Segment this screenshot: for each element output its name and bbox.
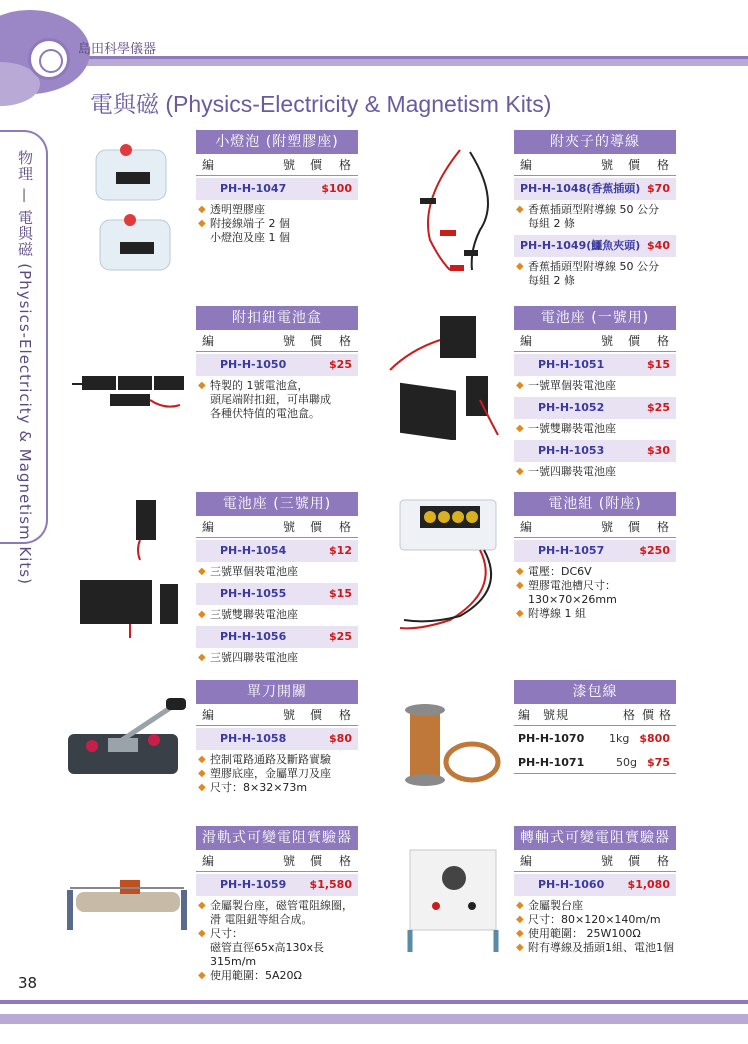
company-name: 島田科學儀器 xyxy=(78,42,157,57)
product-snap-battery xyxy=(196,306,358,423)
column-header: 編 號 價 格 xyxy=(514,330,676,352)
product-knife-switch xyxy=(196,680,358,797)
page-number: 38 xyxy=(18,974,38,992)
side-label: 物理 — 電與磁 (Physics-Electricity & Magnetism Kits) xyxy=(16,150,34,585)
price-row: PH-H-1052 $25 xyxy=(514,397,676,419)
product-title: 單刀開關 xyxy=(196,680,358,704)
product-title: 漆包線 xyxy=(514,680,676,704)
rotary-rheostat-image xyxy=(400,840,510,960)
price-row: PH-H-1048(香蕉插頭) $70 xyxy=(514,178,676,200)
column-header: 編 號 規 格 價 格 xyxy=(514,704,676,726)
price-row: PH-H-1058 $80 xyxy=(196,728,358,750)
header-band-line xyxy=(70,56,748,59)
price-row: PH-H-1051 $15 xyxy=(514,354,676,376)
product-description: ◆ 三號四聯裝電池座 xyxy=(196,648,358,667)
product-title: 電池座 (一號用) xyxy=(514,306,676,330)
d-battery-holder-image xyxy=(380,310,500,440)
price-row: PH-H-1049(鱷魚夾頭) $40 xyxy=(514,235,676,257)
product-battery-pack xyxy=(514,492,676,623)
product-title: 小燈泡 (附塑膠座) xyxy=(196,130,358,154)
battery-pack-image xyxy=(390,490,510,640)
product-description: ◆ 一號四聯裝電池座 xyxy=(514,462,676,481)
product-title: 轉軸式可變電阻實驗器 xyxy=(514,826,676,850)
column-header: 編 號 價 格 xyxy=(196,850,358,872)
product-description: ◆ 一號單個裝電池座 xyxy=(514,376,676,395)
column-header: 編 號 價 格 xyxy=(196,330,358,352)
product-title: 滑軌式可變電阻實驗器 xyxy=(196,826,358,850)
column-header: 編 號 價 格 xyxy=(196,154,358,176)
product-title: 電池組 (附座) xyxy=(514,492,676,516)
product-description: ◆ 三號雙聯裝電池座 xyxy=(196,605,358,624)
product-description: ◆ 香蕉插頭型附導線 50 公分 每組 2 條 xyxy=(514,200,676,233)
price-row: PH-H-1050 $25 xyxy=(196,354,358,376)
footer-line xyxy=(0,1000,748,1004)
price-row: PH-H-1055 $15 xyxy=(196,583,358,605)
knife-switch-image xyxy=(62,690,192,790)
footer-band xyxy=(0,1014,748,1024)
slide-rheostat-image xyxy=(62,860,192,960)
price-row: PH-H-1060 $1,080 xyxy=(514,874,676,896)
product-description: ◆ 金屬製台座 ◆ 尺寸：80×120×140m/m ◆ 使用範圍： 25W100Ω ◆ 附有導線及插頭1組、電池1個 xyxy=(514,896,676,957)
product-description: ◆ 三號單個裝電池座 xyxy=(196,562,358,581)
product-title: 電池座 (三號用) xyxy=(196,492,358,516)
product-title: 附扣鈕電池盒 xyxy=(196,306,358,330)
product-description: ◆ 控制電路通路及斷路實驗 ◆ 塑膠底座，金屬單刀及座 ◆ 尺寸：8×32×73m xyxy=(196,750,358,797)
aa-battery-holder-image xyxy=(70,490,190,640)
price-row: PH-H-1057 $250 xyxy=(514,540,676,562)
product-rotary-rheostat xyxy=(514,826,676,957)
price-row: PH-H-1054 $12 xyxy=(196,540,358,562)
product-clip-wire xyxy=(514,130,676,290)
page-title: 電與磁 (Physics-Electricity & Magnetism Kits) xyxy=(90,91,552,117)
product-enamel-wire xyxy=(514,680,676,774)
price-row: PH-H-1071 50g $75 xyxy=(514,752,676,774)
column-header: 編 號 價 格 xyxy=(196,704,358,726)
product-description: ◆ 一號雙聯裝電池座 xyxy=(514,419,676,438)
bulb-kit-image xyxy=(86,130,186,280)
clip-wire-image xyxy=(400,140,510,280)
product-description: ◆ 香蕉插頭型附導線 50 公分 每組 2 條 xyxy=(514,257,676,290)
enamel-wire-image xyxy=(390,690,510,790)
product-description: ◆ 電壓：DC6V ◆ 塑膠電池槽尺寸： 130×70×26mm ◆ 附導線 1 組 xyxy=(514,562,676,623)
product-title: 附夾子的導線 xyxy=(514,130,676,154)
price-row: PH-H-1053 $30 xyxy=(514,440,676,462)
price-row: PH-H-1070 1kg $800 xyxy=(514,728,676,750)
product-aa-holder xyxy=(196,492,358,667)
product-slide-rheostat xyxy=(196,826,358,985)
price-row: PH-H-1059 $1,580 xyxy=(196,874,358,896)
snap-battery-image xyxy=(70,350,190,420)
product-description: ◆ 透明塑膠座 ◆ 附接線端子 2 個 小燈泡及座 1 個 xyxy=(196,200,358,247)
column-header: 編 號 價 格 xyxy=(196,516,358,538)
product-bulb xyxy=(196,130,358,247)
product-d-holder xyxy=(514,306,676,481)
product-description: ◆ 金屬製台座，磁管電阻線圈， 滑 電阻鈕等組合成。 ◆ 尺寸： 磁管直徑65x高130x長315m/m ◆ 使用範圍：5A20Ω xyxy=(196,896,358,985)
company-logo xyxy=(28,38,70,80)
column-header: 編 號 價 格 xyxy=(514,850,676,872)
product-description: ◆ 特製的 1號電池盒， 頭尾端附扣鈕，可串聯成 各種伏特值的電池盒。 xyxy=(196,376,358,423)
column-header: 編 號 價 格 xyxy=(514,516,676,538)
price-row: PH-H-1047 $100 xyxy=(196,178,358,200)
column-header: 編 號 價 格 xyxy=(514,154,676,176)
price-row: PH-H-1056 $25 xyxy=(196,626,358,648)
